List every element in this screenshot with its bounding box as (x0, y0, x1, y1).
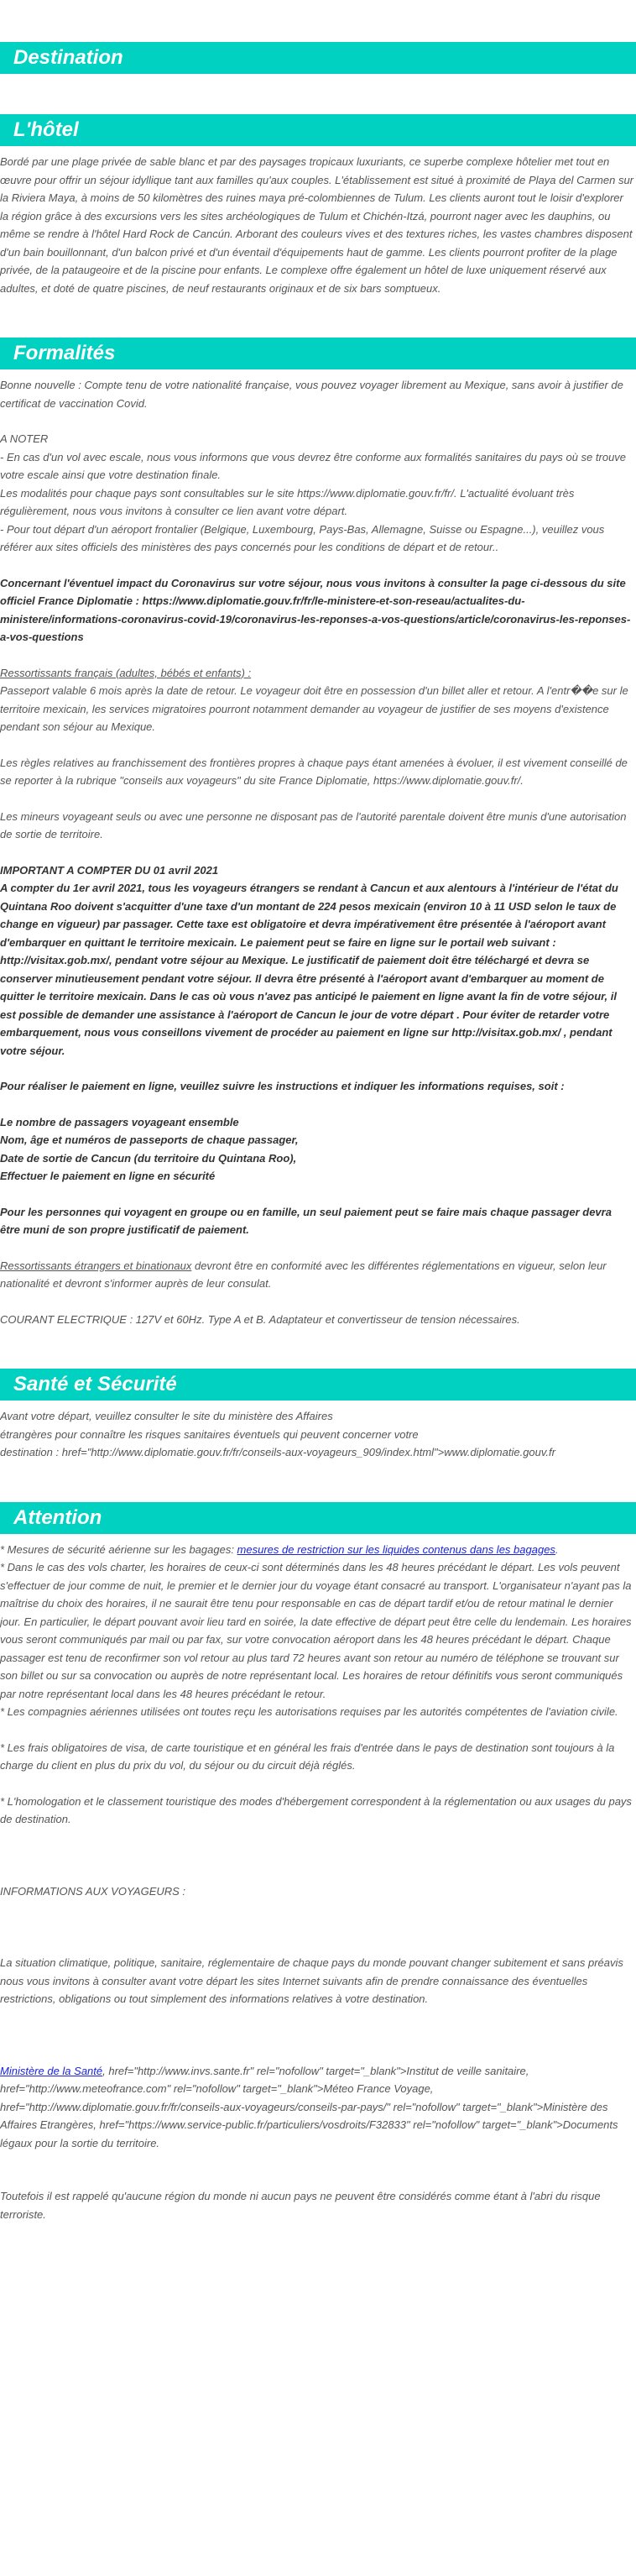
ressortissants-francais-title: Ressortissants français (adultes, bébés et enfants) : (0, 666, 252, 679)
formalites-intro: Bonne nouvelle : Compte tenu de votre nationalité française, vous pouvez voyager librement au Mexique, sans avoir à justifier de certificat de vaccination Covid. (0, 379, 623, 410)
a-noter-modalites: Les modalités pour chaque pays sont consultables sur le site https://www.diplomatie.gouv.fr/fr/. L'actualité évoluant très régulièrement, nous vous invitons à consulter ce lien avant votre départ. (0, 486, 575, 517)
ressortissants-etrangers-text: devront être en conformité avec les différentes réglementations en vigueur, selon leur nationalité et devront s'informer auprès de leur consulat. (0, 1259, 607, 1290)
paiement-item: Date de sortie de Cancun (du territoire du Quintana Roo), (0, 1151, 297, 1165)
ressortissants-etrangers (0, 1257, 634, 1293)
destination-section (0, 42, 636, 74)
ministere-sante-link[interactable]: Ministère de la Santé (0, 2064, 103, 2077)
sante-line-2: étrangères pour connaître les risques sanitaires éventuels qui peuvent concerner votre (0, 1427, 419, 1441)
a-noter-title: A NOTER (0, 432, 49, 445)
sante-line-1: Avant votre départ, veuillez consulter le site du ministère des Affaires (0, 1410, 333, 1422)
sites-list-rest: , href="http://www.invs.sante.fr" rel="nofollow" target="_blank">Institut de veille sanitaire, href="http://www.meteofrance.com" rel="nofollow" target="_blank">Méteo France Voyage, href="http://www.diplomatie.gouv.fr/fr/conseils-aux-voyageurs/conseils-par-pays/" rel="nofollow" target="_blank">Ministère des Affaires Etrangères, href="https://www.service-public.fr/particuliers/vosdroits/F32833" rel="nofollow" target="_blank">Documents légaux pour la sortie du territoire. (0, 2064, 618, 2149)
hotel-heading: L'hôtel (0, 114, 636, 146)
important-text: A compter du 1er avril 2021, tous les voyageurs étrangers se rendant à Cancun et aux alentours à l'intérieur de l'état du Quintana Roo doivent s'acquitter d'une taxe d'un montant de 224 pesos mexicain (environ 10 à 11 USD selon le taux de change en vigueur) par passager. Cette taxe est obligatoire et devra impérativement être présentée à l'aéroport avant d'embarquer en quittant le territoire mexicain. Le paiement peut se faire en ligne sur le portail web suivant : http://visitax.gob.mx/, pendant votre séjour au Mexique. Le justificatif de paiement doit être téléchargé et devra se conserver minutieusement pendant votre séjour. Il devra être présenté à l'aéroport avant d'embarquer au moment de quitter le territoire mexicain. Dans le cas où vous n'avez pas anticipé le paiement en ligne avant la fin de votre séjour, il est possible de demander une assistance à l'aéroport de Cancun le jour de votre départ . Pour éviter de retarder votre embarquement, nous vous conseillons vivement de procéder au paiement en ligne sur http://visitax.gob.mx/ , pendant votre séjour. (0, 882, 618, 1057)
paiement-item: Effectuer le paiement en ligne en sécurité (0, 1170, 216, 1182)
bagages-restriction-link[interactable]: mesures de restriction sur les liquides contenus dans les bagages (237, 1542, 555, 1556)
homologation-notice: * L'homologation et le classement touristique des modes d'hébergement correspondent à la réglementation ou aux usages du pays de destination. (0, 1794, 632, 1825)
hotel-section (0, 114, 636, 297)
ressortissants-etrangers-title: Ressortissants étrangers et binationaux (0, 1259, 192, 1272)
ressortissants-francais-text: Passeport valable 6 mois après la date de retour. Le voyageur doit être en possession d'un billet aller et retour. A l'entr��e sur le territoire mexicain, les services migratoires pourront notamment demander au voyageur de justifier de ses moyens d'existence pendant son séjour au Mexique. (0, 684, 628, 733)
situation-line-2: nous vous invitons à consulter avant votre départ les sites Internet suivants afin de prendre connaissance des éventuelles restrictions, obligations ou tout simplement des informations relatives à votre destination. (0, 1974, 588, 2005)
sante-section (0, 1369, 636, 1462)
regles-frontieres: Les règles relatives au franchissement des frontières propres à chaque pays étant amenées à évoluer, il est vivement conseillé de se reporter à la rubrique "conseils aux voyageurs" du site France Diplomatie, https://www.diplomatie.gouv.fr/. (0, 756, 628, 787)
travel-info-page (0, 42, 636, 2223)
a-noter-escale: - En cas d'un vol avec escale, nous vous informons que vous devrez être conforme aux formalités sanitaires du pays où se trouve votre escale ainsi que votre destination finale. (0, 450, 627, 481)
attention-heading: Attention (0, 1502, 636, 1534)
covid-notice: Concernant l'éventuel impact du Coronavirus sur votre séjour, nous vous invitons à consulter la page ci-dessous du site officiel France Diplomatie : https://www.diplomatie.gouv.fr/fr/le-ministere-et-son-reseau/actualites-du-ministere/informations-coronavirus-covid-19/coronavirus-les-reponses-a-vos-questions/article/coronavirus-les-reponses-a-vos-questions (0, 576, 631, 643)
charter-notice: * Dans le cas des vols charter, les horaires de ceux-ci sont déterminés dans les 48 heures précédant le départ. Les vols peuvent s'effectuer de jour comme de nuit, le premier et le dernier jour du voyage étant consacré au transport. L'organisateur n'ayant pas la maîtrise du choix des horaires, il ne saurait être tenu pour responsable en cas de départ tardif et/ou de retour matinal le dernier jour. En particulier, le départ pouvant avoir lieu tard en soirée, la date effective de départ peut être celle du lendemain. Les horaires vous seront communiqués par mail ou par fax, sur votre convocation aéroport dans les 48 heures précédant le départ. Chaque passager est tenu de reconfirmer son vol retour au plus tard 72 heures avant son retour au numéro de téléphone se trouvant sur son billet ou sur sa convocation ou auprès de notre représentant local. Les horaires de retour définitifs vous seront communiqués par notre représentant local dans les 48 heures précédant le retour. (0, 1561, 632, 1700)
destination-heading: Destination (0, 42, 636, 74)
sante-line-3: destination : href="http://www.diplomatie.gouv.fr/fr/conseils-aux-voyageurs_909/index.html">www.diplomatie.gouv.fr (0, 1446, 555, 1458)
groupe-famille-notice: Pour les personnes qui voyagent en groupe ou en famille, un seul paiement peut se faire mais chaque passager devra être muni de son propre justificatif de paiement. (0, 1205, 612, 1236)
bagages-notice (0, 1541, 634, 1559)
paiement-instructions: Pour réaliser le paiement en ligne, veuillez suivre les instructions et indiquer les informations requises, soit : (0, 1080, 565, 1092)
mineurs-notice: Les mineurs voyageant seuls ou avec une personne ne disposant pas de l'autorité parentale doivent être munis d'une autorisation de sortie de territoire. (0, 809, 627, 840)
paiement-item: Nom, âge et numéros de passeports de chaque passager, (0, 1134, 299, 1146)
infos-voyageurs-title: INFORMATIONS AUX VOYAGEURS : (0, 1884, 186, 1898)
attention-section (0, 1502, 636, 2224)
bagages-prefix: * Mesures de sécurité aérienne sur les bagages: (0, 1542, 237, 1556)
compagnies-notice: * Les compagnies aériennes utilisées ont toutes reçu les autorisations requises par les autorités compétentes de l'aviation civile. (0, 1705, 618, 1718)
terrorisme-notice: Toutefois il est rappelé qu'aucune région du monde ni aucun pays ne peuvent être considérés comme étant à l'abri du risque terroriste. (0, 2190, 601, 2221)
formalites-heading: Formalités (0, 338, 636, 369)
frais-notice: * Les frais obligatoires de visa, de carte touristique et en général les frais d'entrée dans le pays de destination sont toujours à la charge du client en plus du prix du vol, du séjour ou du circuit déjà réglés. (0, 1741, 615, 1772)
courant-electrique: COURANT ELECTRIQUE : 127V et 60Hz. Type A et B. Adaptateur et convertisseur de tension nécessaires. (0, 1312, 520, 1326)
paiement-item: Le nombre de passagers voyageant ensemble (0, 1115, 239, 1128)
situation-line-1: La situation climatique, politique, sanitaire, réglementaire de chaque pays du monde pouvant changer subitement et sans préavis (0, 1956, 623, 1969)
important-title: IMPORTANT A COMPTER DU 01 avril 2021 (0, 863, 219, 877)
sante-heading: Santé et Sécurité (0, 1369, 636, 1401)
bagages-suffix: . (555, 1542, 559, 1556)
formalites-section (0, 338, 636, 1328)
sites-list (0, 2062, 634, 2153)
a-noter-frontalier: - Pour tout départ d'un aéroport frontalier (Belgique, Luxembourg, Pays-Bas, Allemagne, Suisse ou Espagne...), veuillez vous référer aux sites officiels des ministères des pays concernés pour les conditions de départ et de retour.. (0, 522, 605, 553)
hotel-description: Bordé par une plage privée de sable blanc et par des paysages tropicaux luxuriants, ce superbe complexe hôtelier met tout en œuvre pour offrir un séjour idyllique tant aux familles qu'aux couples. L'établissement est situé à proximité de Playa del Carmen sur la Riviera Maya, à moins de 50 kilomètres des ruines maya pré-colombiennes de Tulum. Les clients auront tout le loisir d'explorer la région grâce à des excursions vers les sites archéologiques de Tulum et Chichén-Itzá, pourront nager avec les dauphins, ou même se rendre à l'hôtel Hard Rock de Cancún. Arborant des couleurs vives et des textures riches, les vastes chambres disposent d'un bain bouillonnant, d'un balcon privé et d'un éventail d'équipements haut de gamme. Les clients pourront profiter de la plage privée, de la pataugeoire et de la piscine pour enfants. Le complexe offre également un hôtel de luxe uniquement réservé aux adultes, et doté de quatre piscines, de neuf restaurants originaux et de six bars somptueux. (0, 155, 633, 295)
